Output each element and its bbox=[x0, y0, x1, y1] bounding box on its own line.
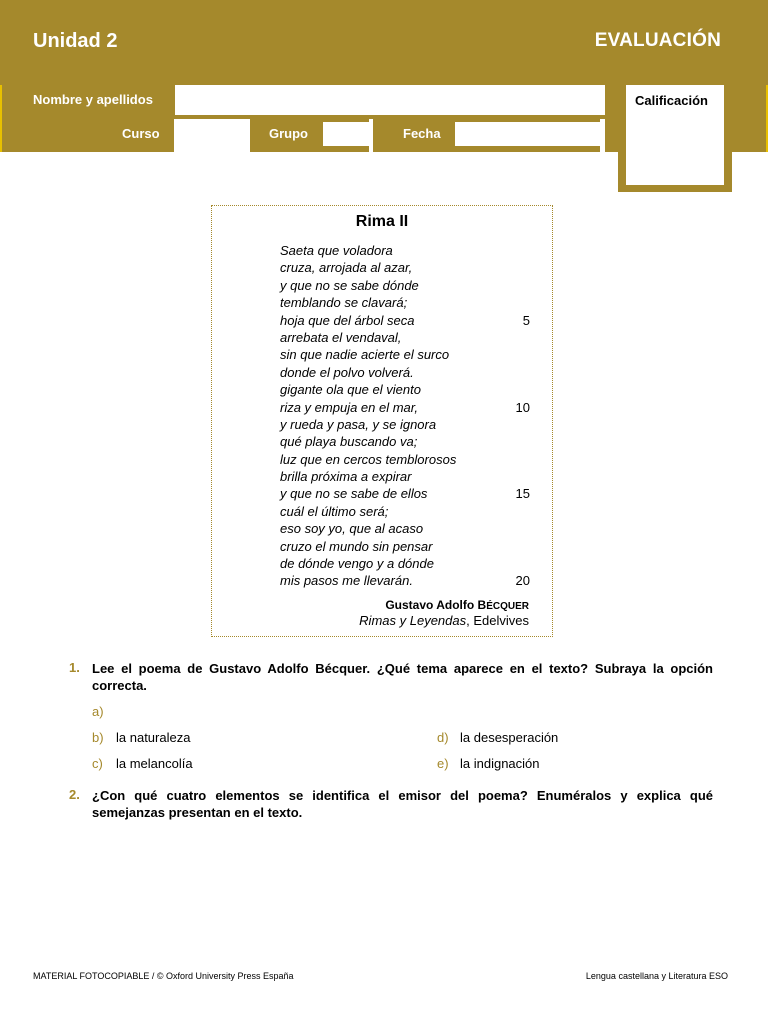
option-letter: c) bbox=[92, 756, 103, 771]
option-letter: e) bbox=[437, 756, 449, 771]
poem-line bbox=[280, 242, 530, 259]
poem-line bbox=[280, 346, 530, 363]
poem-source bbox=[260, 613, 529, 628]
line-number: 20 bbox=[515, 573, 530, 589]
poem-body bbox=[280, 242, 530, 590]
poem-line-text: mis pasos me llevarán. bbox=[280, 573, 413, 589]
poem-line-text: cruza, arrojada al azar, bbox=[280, 260, 413, 276]
poem-line-text: qué playa buscando va; bbox=[280, 434, 418, 450]
poem-line bbox=[280, 329, 530, 346]
left-edge-line bbox=[0, 85, 2, 152]
footer-copyright: MATERIAL FOTOCOPIABLE / © Oxford University Press España bbox=[33, 971, 294, 981]
poem-line-text: de dónde vengo y a dónde bbox=[280, 556, 434, 572]
option-letter: d) bbox=[437, 730, 449, 745]
option-letter: a) bbox=[92, 704, 104, 719]
separator bbox=[600, 119, 605, 152]
poem-line-text: sin que nadie acierte el surco bbox=[280, 347, 450, 363]
line-number: 5 bbox=[522, 312, 530, 328]
poem-line-text: temblando se clavará; bbox=[280, 295, 408, 311]
poem-line bbox=[280, 520, 530, 537]
section-title: EVALUACIÓN bbox=[594, 30, 721, 51]
source-publisher: , Edelvives bbox=[466, 613, 529, 628]
grade-label: Calificación bbox=[635, 93, 708, 108]
poem-author bbox=[260, 598, 529, 612]
poem-line-text: luz que en cercos temblorosos bbox=[280, 451, 457, 467]
group-label: Grupo bbox=[269, 126, 308, 141]
group-field[interactable] bbox=[323, 122, 369, 146]
poem-line-text: Saeta que voladora bbox=[280, 243, 393, 258]
course-field[interactable] bbox=[175, 122, 245, 146]
poem-line-text: hoja que del árbol seca bbox=[280, 312, 415, 328]
poem-line-text: brilla próxima a expirar bbox=[280, 469, 412, 485]
date-label: Fecha bbox=[403, 126, 441, 141]
poem-line-text: riza y empuja en el mar, bbox=[280, 399, 419, 415]
poem-line-text: eso soy yo, que al acaso bbox=[280, 521, 424, 537]
question-number: 1. bbox=[69, 660, 80, 675]
poem-line bbox=[280, 538, 530, 555]
poem-line bbox=[280, 294, 530, 311]
poem-line-text: gigante ola que el viento bbox=[280, 382, 421, 398]
question-text: Lee el poema de Gustavo Adolfo Bécquer. ¿Qué tema aparece en el texto? Subraya la opción correcta. bbox=[92, 661, 713, 693]
poem-line bbox=[280, 312, 530, 329]
option-text[interactable]: la melancolía bbox=[116, 756, 193, 771]
name-label: Nombre y apellidos bbox=[33, 92, 153, 107]
poem-line bbox=[280, 433, 530, 450]
poem-line-text: y que no se sabe de ellos bbox=[280, 486, 428, 502]
poem-line bbox=[280, 451, 530, 468]
author-surname: ÉCQUER bbox=[486, 601, 529, 612]
unit-title: Unidad 2 bbox=[33, 30, 118, 52]
name-field[interactable] bbox=[175, 85, 605, 115]
poem-line bbox=[280, 277, 530, 294]
footer-subject: Lengua castellana y Literatura ESO bbox=[585, 971, 728, 981]
poem-line bbox=[280, 416, 530, 433]
poem-line-text: y rueda y pasa, y se ignora bbox=[280, 416, 437, 432]
line-number: 15 bbox=[515, 486, 530, 502]
poem-line bbox=[280, 572, 530, 589]
option-text[interactable]: la indignación bbox=[460, 756, 540, 771]
poem-line-text: cruzo el mundo sin pensar bbox=[280, 538, 433, 554]
question-text: ¿Con qué cuatro elementos se identifica el emisor del poema? Enuméralos y explica qué semejanzas presentan en el texto. bbox=[92, 788, 713, 820]
option-letter: b) bbox=[92, 730, 104, 745]
poem-line bbox=[280, 555, 530, 572]
option-text[interactable]: la naturaleza bbox=[116, 730, 191, 745]
poem-line-text: y que no se sabe dónde bbox=[280, 277, 419, 293]
poem-line bbox=[280, 364, 530, 381]
poem-line bbox=[280, 381, 530, 398]
course-label: Curso bbox=[122, 126, 160, 141]
poem-line-text: arrebata el vendaval, bbox=[280, 329, 402, 345]
poem-line-text: donde el polvo volverá. bbox=[280, 364, 414, 380]
question-number: 2. bbox=[69, 787, 80, 802]
poem-line bbox=[280, 468, 530, 485]
option-text[interactable]: la desesperación bbox=[460, 730, 559, 745]
date-field[interactable] bbox=[455, 122, 600, 146]
poem-line bbox=[280, 399, 530, 416]
poem-line bbox=[280, 485, 530, 502]
line-number: 10 bbox=[515, 399, 530, 415]
poem-line-text: cuál el último será; bbox=[280, 503, 389, 519]
poem-title: Rima II bbox=[355, 213, 409, 230]
author-name: Gustavo Adolfo B bbox=[385, 598, 487, 612]
poem-line bbox=[280, 259, 530, 276]
poem-line bbox=[280, 503, 530, 520]
source-book: Rimas y Leyendas bbox=[359, 613, 467, 628]
